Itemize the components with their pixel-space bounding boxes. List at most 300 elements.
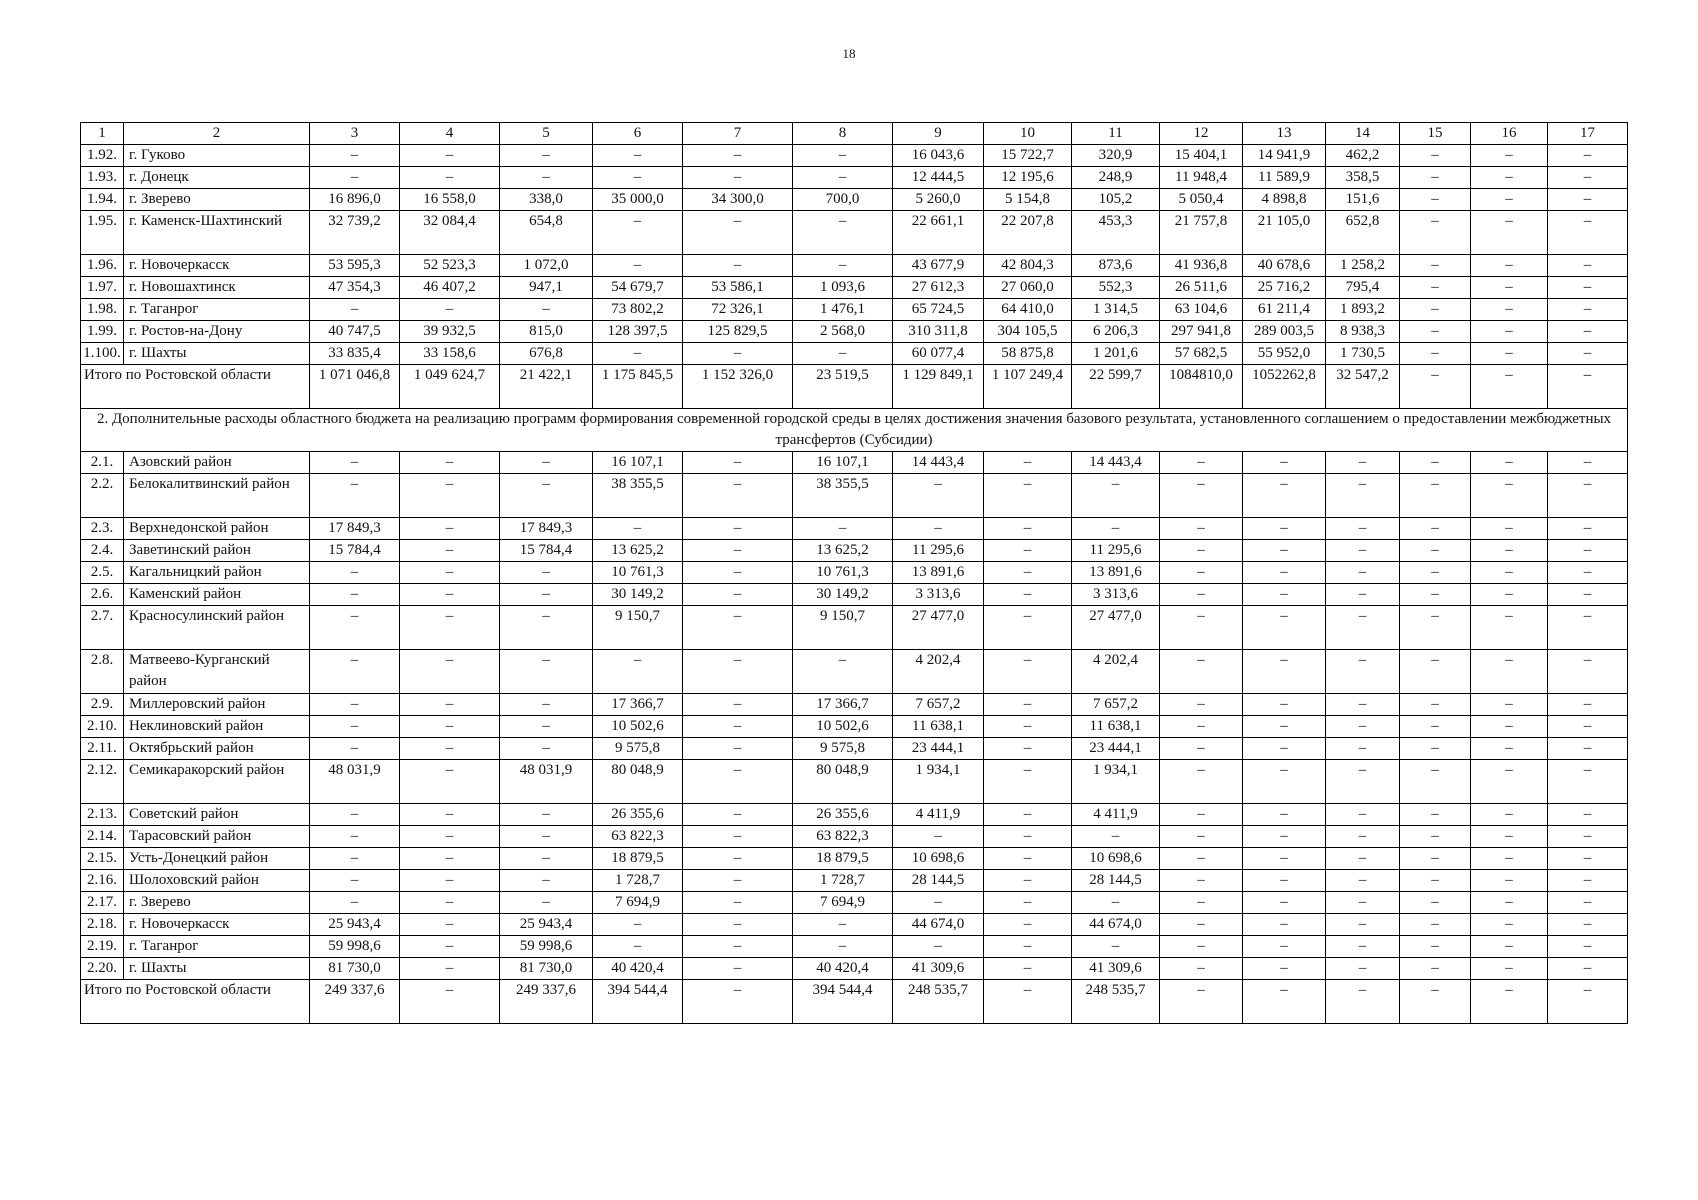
value-cell: 1 730,5 [1326, 343, 1400, 365]
value-cell: – [1471, 914, 1548, 936]
value-cell: – [984, 584, 1072, 606]
value-cell: – [1400, 343, 1471, 365]
value-cell: 4 898,8 [1243, 189, 1326, 211]
value-cell: – [1400, 804, 1471, 826]
value-cell: 7 694,9 [793, 892, 893, 914]
value-cell: 7 657,2 [1072, 694, 1160, 716]
table-row [81, 870, 1628, 892]
value-cell: – [984, 518, 1072, 540]
value-cell: 47 354,3 [310, 277, 400, 299]
value-cell: – [1548, 189, 1628, 211]
municipality-name-cell: Каменский район [124, 584, 310, 606]
value-cell: – [1471, 804, 1548, 826]
value-cell: 13 891,6 [893, 562, 984, 584]
value-cell: – [500, 892, 593, 914]
value-cell: 11 948,4 [1160, 167, 1243, 189]
total-value-cell: 1 129 849,1 [893, 365, 984, 409]
value-cell: – [593, 167, 683, 189]
value-cell: – [1471, 826, 1548, 848]
value-cell: – [1548, 474, 1628, 518]
municipality-name-cell: г. Новошахтинск [124, 277, 310, 299]
row-number-cell: 2.8. [81, 650, 124, 694]
value-cell: – [500, 804, 593, 826]
value-cell: – [1160, 474, 1243, 518]
value-cell: – [400, 936, 500, 958]
value-cell: – [1400, 211, 1471, 255]
value-cell: 453,3 [1072, 211, 1160, 255]
total-value-cell: – [1471, 980, 1548, 1024]
value-cell: – [1243, 804, 1326, 826]
value-cell: 21 105,0 [1243, 211, 1326, 255]
value-cell: – [1548, 650, 1628, 694]
value-cell: – [683, 145, 793, 167]
value-cell: – [1400, 584, 1471, 606]
row-number-cell: 2.3. [81, 518, 124, 540]
value-cell: 1 934,1 [893, 760, 984, 804]
value-cell: – [1072, 936, 1160, 958]
row-number-cell: 2.4. [81, 540, 124, 562]
value-cell: – [1400, 760, 1471, 804]
value-cell: – [1160, 892, 1243, 914]
value-cell: 17 366,7 [593, 694, 683, 716]
total-value-cell: – [1243, 980, 1326, 1024]
table-row [81, 562, 1628, 584]
value-cell: 28 144,5 [893, 870, 984, 892]
value-cell: – [500, 694, 593, 716]
value-cell: – [500, 716, 593, 738]
value-cell: – [400, 562, 500, 584]
value-cell: – [310, 892, 400, 914]
municipality-name-cell: г. Шахты [124, 958, 310, 980]
value-cell: 42 804,3 [984, 255, 1072, 277]
value-cell: 9 150,7 [793, 606, 893, 650]
value-cell: – [1400, 606, 1471, 650]
value-cell: 54 679,7 [593, 277, 683, 299]
value-cell: – [1548, 914, 1628, 936]
value-cell: 5 154,8 [984, 189, 1072, 211]
value-cell: 652,8 [1326, 211, 1400, 255]
value-cell: – [1471, 892, 1548, 914]
value-cell: 63 104,6 [1160, 299, 1243, 321]
value-cell: – [984, 914, 1072, 936]
table-row [81, 606, 1628, 650]
municipality-name-cell: Красносулинский район [124, 606, 310, 650]
value-cell: 11 638,1 [893, 716, 984, 738]
value-cell: 16 043,6 [893, 145, 984, 167]
value-cell: – [1326, 584, 1400, 606]
value-cell: 48 031,9 [500, 760, 593, 804]
value-cell: – [593, 211, 683, 255]
total-value-cell: 32 547,2 [1326, 365, 1400, 409]
value-cell: 1 258,2 [1326, 255, 1400, 277]
total-value-cell: 21 422,1 [500, 365, 593, 409]
value-cell: – [1326, 606, 1400, 650]
table-row [81, 848, 1628, 870]
value-cell: – [1471, 716, 1548, 738]
value-cell: 35 000,0 [593, 189, 683, 211]
value-cell: 462,2 [1326, 145, 1400, 167]
total-value-cell: – [400, 980, 500, 1024]
value-cell: – [1548, 145, 1628, 167]
value-cell: 10 698,6 [893, 848, 984, 870]
value-cell: 10 502,6 [593, 716, 683, 738]
value-cell: – [1243, 914, 1326, 936]
value-cell: – [400, 694, 500, 716]
value-cell: – [1400, 716, 1471, 738]
value-cell: 30 149,2 [593, 584, 683, 606]
value-cell: – [793, 211, 893, 255]
municipality-name-cell: г. Зверево [124, 892, 310, 914]
value-cell: – [1471, 694, 1548, 716]
value-cell: 15 784,4 [500, 540, 593, 562]
municipality-name-cell: г. Зверево [124, 189, 310, 211]
value-cell: 151,6 [1326, 189, 1400, 211]
value-cell: – [1471, 255, 1548, 277]
value-cell: – [1471, 299, 1548, 321]
value-cell: – [1400, 321, 1471, 343]
value-cell: – [1160, 738, 1243, 760]
total-value-cell: – [1548, 980, 1628, 1024]
value-cell: – [1326, 562, 1400, 584]
column-number-cell: 17 [1548, 123, 1628, 145]
value-cell: – [793, 914, 893, 936]
value-cell: – [1400, 189, 1471, 211]
value-cell: 53 586,1 [683, 277, 793, 299]
municipality-name-cell: Неклиновский район [124, 716, 310, 738]
value-cell: – [310, 474, 400, 518]
value-cell: 10 761,3 [793, 562, 893, 584]
value-cell: – [1471, 562, 1548, 584]
row-number-cell: 2.1. [81, 452, 124, 474]
value-cell: – [683, 804, 793, 826]
row-number-cell: 2.9. [81, 694, 124, 716]
value-cell: 46 407,2 [400, 277, 500, 299]
value-cell: – [400, 540, 500, 562]
value-cell: 43 677,9 [893, 255, 984, 277]
value-cell: – [683, 452, 793, 474]
value-cell: – [1400, 826, 1471, 848]
section-title-row [81, 409, 1628, 452]
value-cell: – [1326, 474, 1400, 518]
value-cell: – [683, 848, 793, 870]
total-value-cell: – [1471, 365, 1548, 409]
value-cell: – [1548, 804, 1628, 826]
value-cell: 13 625,2 [593, 540, 683, 562]
value-cell: – [984, 760, 1072, 804]
value-cell: – [1471, 211, 1548, 255]
value-cell: 39 932,5 [400, 321, 500, 343]
value-cell: – [1243, 848, 1326, 870]
value-cell: 28 144,5 [1072, 870, 1160, 892]
value-cell: – [500, 606, 593, 650]
value-cell: – [1400, 452, 1471, 474]
municipality-name-cell: Шолоховский район [124, 870, 310, 892]
value-cell: – [400, 650, 500, 694]
value-cell: – [1160, 540, 1243, 562]
table-row [81, 474, 1628, 518]
value-cell: – [1548, 738, 1628, 760]
value-cell: – [1548, 562, 1628, 584]
value-cell: – [1471, 958, 1548, 980]
value-cell: – [310, 848, 400, 870]
value-cell: – [683, 255, 793, 277]
table-row [81, 958, 1628, 980]
value-cell: – [1160, 694, 1243, 716]
column-number-cell: 15 [1400, 123, 1471, 145]
column-number-cell: 13 [1243, 123, 1326, 145]
value-cell: – [1471, 452, 1548, 474]
value-cell: – [683, 760, 793, 804]
value-cell: – [400, 606, 500, 650]
column-number-cell: 6 [593, 123, 683, 145]
value-cell: – [1548, 343, 1628, 365]
value-cell: – [500, 452, 593, 474]
value-cell: – [1160, 606, 1243, 650]
value-cell: 40 747,5 [310, 321, 400, 343]
table-row [81, 343, 1628, 365]
table-row [81, 694, 1628, 716]
value-cell: – [310, 694, 400, 716]
total-label-cell: Итого по Ростовской области [81, 980, 310, 1024]
row-number-cell: 2.13. [81, 804, 124, 826]
municipality-name-cell: Семикаракорский район [124, 760, 310, 804]
total-value-cell: 249 337,6 [310, 980, 400, 1024]
value-cell: 14 941,9 [1243, 145, 1326, 167]
value-cell: – [1326, 716, 1400, 738]
value-cell: – [1400, 694, 1471, 716]
value-cell: 40 420,4 [793, 958, 893, 980]
value-cell: – [683, 167, 793, 189]
value-cell: – [1160, 848, 1243, 870]
table-row [81, 518, 1628, 540]
value-cell: – [1400, 936, 1471, 958]
value-cell: – [793, 518, 893, 540]
value-cell: – [400, 716, 500, 738]
value-cell: – [500, 650, 593, 694]
value-cell: – [400, 958, 500, 980]
value-cell: 27 477,0 [893, 606, 984, 650]
value-cell: – [1326, 870, 1400, 892]
value-cell: 73 802,2 [593, 299, 683, 321]
value-cell: 795,4 [1326, 277, 1400, 299]
value-cell: 3 313,6 [1072, 584, 1160, 606]
total-value-cell: 1 175 845,5 [593, 365, 683, 409]
value-cell: 654,8 [500, 211, 593, 255]
value-cell: – [400, 145, 500, 167]
table-row [81, 167, 1628, 189]
value-cell: 17 849,3 [500, 518, 593, 540]
value-cell: – [683, 650, 793, 694]
value-cell: – [1400, 958, 1471, 980]
value-cell: 26 355,6 [793, 804, 893, 826]
value-cell: – [1548, 299, 1628, 321]
value-cell: – [1243, 936, 1326, 958]
value-cell: – [793, 255, 893, 277]
value-cell: – [1400, 650, 1471, 694]
value-cell: – [1400, 848, 1471, 870]
value-cell: 6 206,3 [1072, 321, 1160, 343]
value-cell: – [1400, 892, 1471, 914]
value-cell: – [400, 518, 500, 540]
value-cell: 33 158,6 [400, 343, 500, 365]
value-cell: 32 084,4 [400, 211, 500, 255]
municipality-name-cell: г. Новочеркасск [124, 255, 310, 277]
total-value-cell: 1 107 249,4 [984, 365, 1072, 409]
value-cell: 10 502,6 [793, 716, 893, 738]
value-cell: – [1548, 211, 1628, 255]
value-cell: – [1243, 738, 1326, 760]
total-row [81, 980, 1628, 1024]
value-cell: – [1326, 848, 1400, 870]
value-cell: – [1548, 694, 1628, 716]
page-number: 18 [842, 46, 856, 61]
value-cell: 248,9 [1072, 167, 1160, 189]
value-cell: – [500, 167, 593, 189]
table-row [81, 826, 1628, 848]
total-value-cell: 22 599,7 [1072, 365, 1160, 409]
column-number-cell: 5 [500, 123, 593, 145]
total-value-cell: – [1400, 365, 1471, 409]
column-number-row [81, 123, 1628, 145]
value-cell: – [893, 518, 984, 540]
value-cell: 4 202,4 [893, 650, 984, 694]
municipality-name-cell: Октябрьский район [124, 738, 310, 760]
value-cell: – [1243, 606, 1326, 650]
value-cell: 16 107,1 [793, 452, 893, 474]
value-cell: – [793, 167, 893, 189]
value-cell: – [1243, 452, 1326, 474]
value-cell: – [1160, 870, 1243, 892]
value-cell: 4 411,9 [1072, 804, 1160, 826]
total-value-cell: 1084810,0 [1160, 365, 1243, 409]
value-cell: – [984, 958, 1072, 980]
value-cell: – [310, 606, 400, 650]
value-cell: 5 260,0 [893, 189, 984, 211]
value-cell: – [683, 211, 793, 255]
value-cell: – [1471, 518, 1548, 540]
value-cell: 27 477,0 [1072, 606, 1160, 650]
value-cell: – [1400, 738, 1471, 760]
table-row [81, 760, 1628, 804]
value-cell: – [1471, 650, 1548, 694]
total-value-cell: 394 544,4 [593, 980, 683, 1024]
value-cell: – [793, 145, 893, 167]
table-row [81, 277, 1628, 299]
value-cell: – [683, 540, 793, 562]
value-cell: – [1326, 694, 1400, 716]
value-cell: 15 404,1 [1160, 145, 1243, 167]
value-cell: – [1326, 826, 1400, 848]
value-cell: 12 444,5 [893, 167, 984, 189]
value-cell: – [400, 584, 500, 606]
column-number-cell: 12 [1160, 123, 1243, 145]
value-cell: – [1243, 474, 1326, 518]
value-cell: 26 511,6 [1160, 277, 1243, 299]
value-cell: – [1160, 760, 1243, 804]
value-cell: – [683, 584, 793, 606]
value-cell: 310 311,8 [893, 321, 984, 343]
value-cell: – [1471, 848, 1548, 870]
municipality-name-cell: г. Гуково [124, 145, 310, 167]
municipality-name-cell: г. Ростов-на-Дону [124, 321, 310, 343]
value-cell: – [1471, 321, 1548, 343]
value-cell: 125 829,5 [683, 321, 793, 343]
value-cell: – [400, 738, 500, 760]
value-cell: – [400, 892, 500, 914]
value-cell: – [1326, 914, 1400, 936]
value-cell: – [1400, 870, 1471, 892]
value-cell: – [310, 716, 400, 738]
value-cell: – [1548, 826, 1628, 848]
value-cell: 52 523,3 [400, 255, 500, 277]
value-cell: 41 309,6 [893, 958, 984, 980]
value-cell: – [1160, 562, 1243, 584]
value-cell: – [984, 716, 1072, 738]
value-cell: 16 558,0 [400, 189, 500, 211]
value-cell: – [1548, 760, 1628, 804]
value-cell: – [1548, 958, 1628, 980]
value-cell: – [1326, 936, 1400, 958]
value-cell: 16 107,1 [593, 452, 683, 474]
value-cell: – [400, 826, 500, 848]
value-cell: – [1243, 518, 1326, 540]
column-number-cell: 3 [310, 123, 400, 145]
value-cell: – [400, 474, 500, 518]
value-cell: 44 674,0 [1072, 914, 1160, 936]
value-cell: – [400, 914, 500, 936]
table-row [81, 914, 1628, 936]
value-cell: 815,0 [500, 321, 593, 343]
value-cell: – [1160, 826, 1243, 848]
total-value-cell: – [1326, 980, 1400, 1024]
value-cell: 16 896,0 [310, 189, 400, 211]
municipality-name-cell: Матвеево-Курганский район [124, 650, 310, 694]
value-cell: – [1326, 804, 1400, 826]
value-cell: – [1326, 760, 1400, 804]
row-number-cell: 2.11. [81, 738, 124, 760]
municipality-name-cell: Миллеровский район [124, 694, 310, 716]
value-cell: 9 575,8 [793, 738, 893, 760]
value-cell: – [1326, 650, 1400, 694]
total-value-cell: – [683, 980, 793, 1024]
table-row [81, 584, 1628, 606]
value-cell: – [1072, 892, 1160, 914]
value-cell: 297 941,8 [1160, 321, 1243, 343]
table-row [81, 452, 1628, 474]
table-row [81, 211, 1628, 255]
value-cell: 12 195,6 [984, 167, 1072, 189]
value-cell: – [1471, 760, 1548, 804]
value-cell: 5 050,4 [1160, 189, 1243, 211]
value-cell: 7 694,9 [593, 892, 683, 914]
value-cell: 38 355,5 [593, 474, 683, 518]
value-cell: – [1400, 255, 1471, 277]
table-row [81, 299, 1628, 321]
value-cell: – [893, 936, 984, 958]
row-number-cell: 1.98. [81, 299, 124, 321]
value-cell: 33 835,4 [310, 343, 400, 365]
value-cell: – [984, 936, 1072, 958]
value-cell: 4 411,9 [893, 804, 984, 826]
value-cell: – [1326, 892, 1400, 914]
value-cell: 61 211,4 [1243, 299, 1326, 321]
value-cell: 63 822,3 [593, 826, 683, 848]
value-cell: 17 366,7 [793, 694, 893, 716]
value-cell: – [984, 694, 1072, 716]
value-cell: – [1548, 277, 1628, 299]
value-cell: – [1243, 562, 1326, 584]
row-number-cell: 2.14. [81, 826, 124, 848]
